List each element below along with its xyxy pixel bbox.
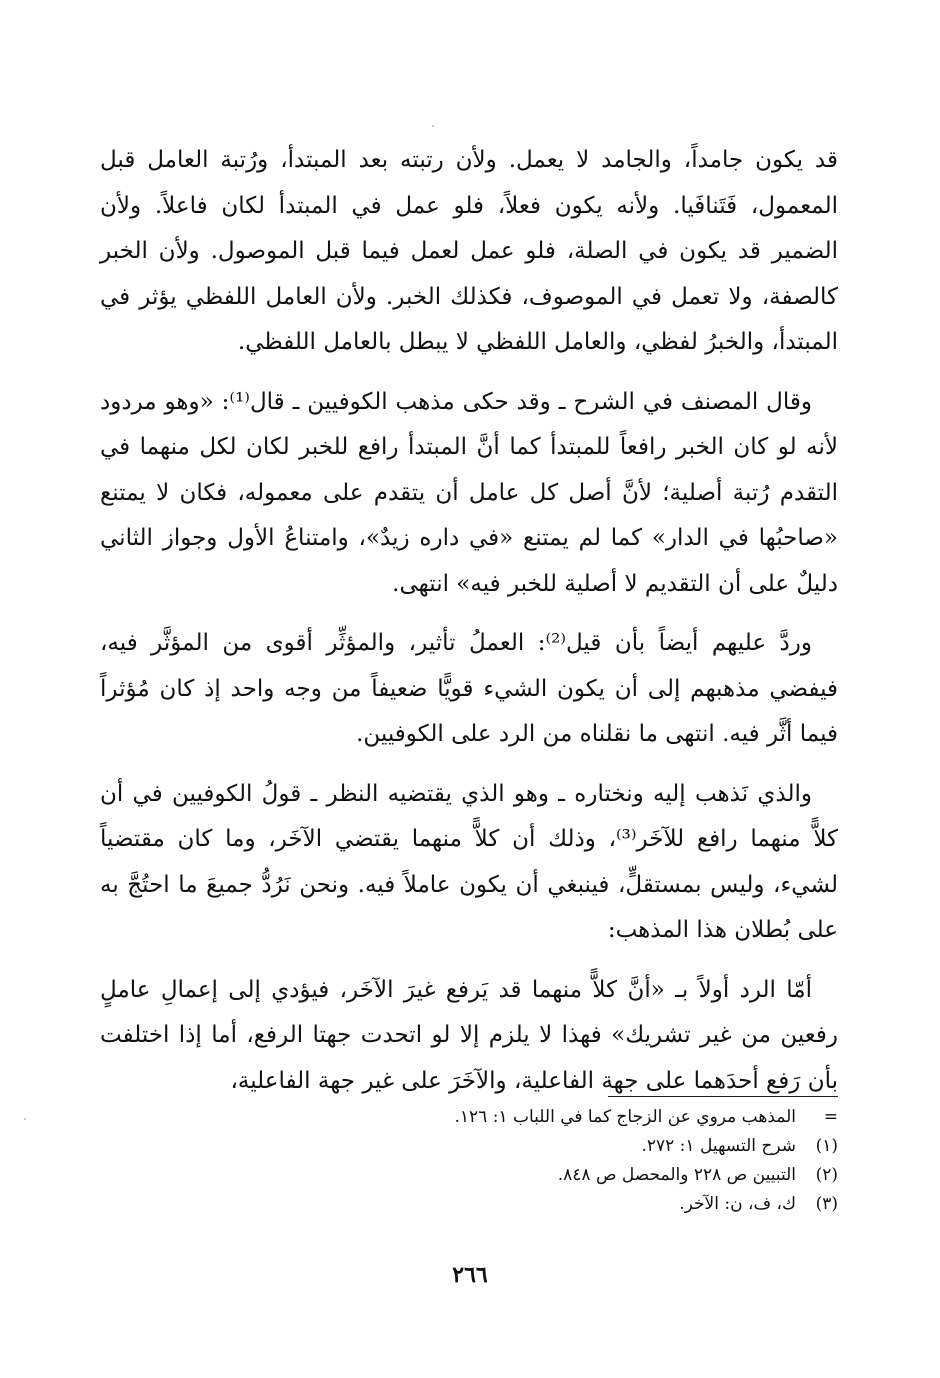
footnote-marker: (١): [815, 1136, 838, 1156]
footnote-text: ك، ف، ن: الآخر.: [679, 1194, 796, 1214]
scan-speck: [432, 125, 434, 127]
footnote-2: [100, 1161, 838, 1190]
footnote-marker: (٢): [815, 1165, 838, 1185]
paragraph-1: قد يكون جامداً، والجامد لا يعمل. ولأن رتبته بعد المبتدأ، ورُتبة العامل قبل المعمول، فَتَنافَيا. ولأنه يكون فعلاً، فلو عمل في المبتدأ لكان فاعلاً. ولأن الضمير قد يكون في الصلة، فلو عمل لعمل فيما قبل الموصول. ولأن الخبر كالصفة، ولا تعمل في الموصوف، فكذلك الخبر. ولأن العامل اللفظي يؤثر في المبتدأ، والخبرُ لفظي، والعامل اللفظي لا يبطل بالعامل اللفظي.: [100, 147, 838, 355]
main-text: [100, 138, 838, 1104]
footnote-text: المذهب مروي عن الزجاج كما في اللباب ١: ١٢٦.: [454, 1107, 796, 1127]
scan-speck: [24, 1118, 26, 1120]
footnote-text: التبيين ص ٢٢٨ والمحصل ص ٨٤٨.: [557, 1165, 796, 1185]
footnote-continuation: [100, 1103, 838, 1132]
paragraph-2: وقال المصنف في الشرح ـ وقد حكى مذهب الكوفيين ـ قال⁽¹⁾: «وهو مردود لأنه لو كان الخبر رافعاً للمبتدأ كما أنَّ المبتدأ رافع للخبر لكان لكل منهما في التقدم رُتبة أصلية؛ لأنَّ أصل كل عامل أن يتقدم على معموله، فكان لا يمتنع «صاحبُها في الدار» كما لم يمتنع «في داره زيدٌ»، وامتناعُ الأول وجواز الثاني دليلٌ على أن التقديم لا أصلية للخبر فيه» انتهى.: [100, 388, 838, 597]
paragraph-5: أمّا الرد أولاً بـ «أنَّ كلاًّ منهما قد يَرفع غيرَ الآخَر، فيؤدي إلى إعمالِ عاملٍ رفعين من غير تشريك» فهذا لا يلزم إلا لو اتحدت جهتا الرفع، أما إذا اختلفت بأن رَفع أحدَهما على جهة الفاعلية، والآخَرَ على غير جهة الفاعلية،: [100, 976, 838, 1094]
footnote-marker: (٣): [815, 1194, 838, 1214]
footnotes: [100, 1103, 838, 1219]
paragraph-3: وردَّ عليهم أيضاً بأن قيل⁽²⁾: العملُ تأثير، والمؤثِّر أقوى من المؤثَّر فيه، فيفضي مذهبهم إلى أن يكون الشيء قويًّا ضعيفاً من وجه واحد إذ كان مُؤثراً فيما أثَّر فيه. انتهى ما نقلناه من الرد على الكوفيين.: [100, 630, 838, 747]
page-number: ٢٦٦: [452, 1262, 488, 1288]
footnote-separator: [608, 1096, 838, 1097]
footnote-marker: =: [823, 1107, 838, 1127]
footnote-3: [100, 1190, 838, 1219]
paragraph-4: والذي نَذهب إليه ونختاره ـ وهو الذي يقتضيه النظر ـ قولُ الكوفيين في أن كلاًّ منهما رافع للآخَر⁽³⁾، وذلك أن كلاًّ منهما يقتضي الآخَر، وما كان مقتضياً لشيء، وليس بمستقلٍّ، فينبغي أن يكون عاملاً فيه. ونحن نَرُدُّ جميعَ ما احتُجَّ به على بُطلان هذا المذهب:: [100, 780, 838, 943]
footnote-1: [100, 1132, 838, 1161]
footnote-text: شرح التسهيل ١: ٢٧٢.: [641, 1136, 796, 1156]
